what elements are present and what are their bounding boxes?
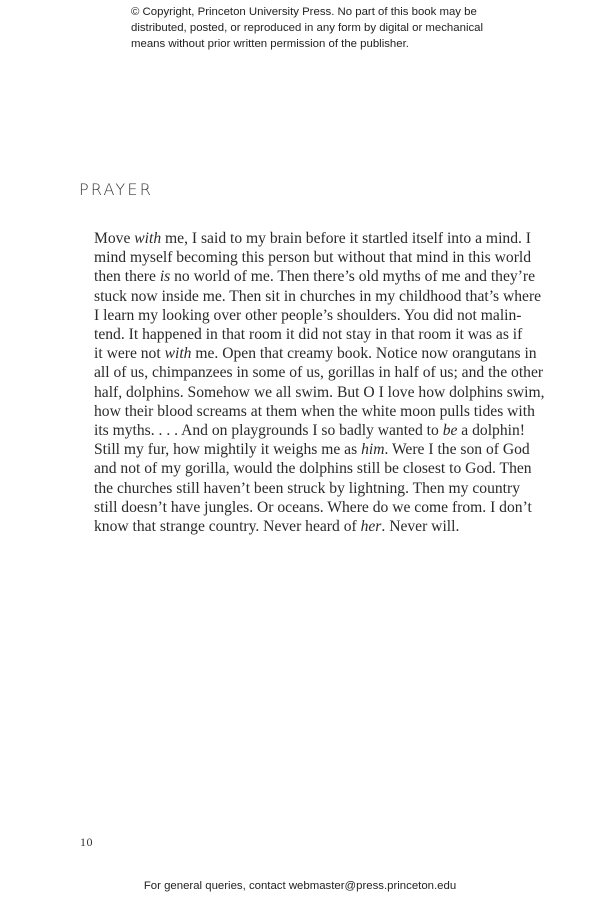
text: and not of my gorilla, would the dolphins still be closest to God. Then [94, 460, 532, 478]
text: tend. It happened in that room it did not stay in that room it was as if [94, 326, 523, 344]
poem-line [94, 421, 525, 440]
poem-body [94, 229, 545, 536]
text: stuck now inside me. Then sit in churches in my childhood that’s where [94, 287, 542, 305]
copyright-line: distributed, posted, or reproduced in any form by digital or mechanical [131, 22, 484, 34]
copyright-line: © Copyright, Princeton University Press. No part of this book may be [131, 6, 477, 18]
italic-text: with [134, 230, 162, 247]
text: its myths. . . . And on playgrounds I so badly wanted to [94, 422, 443, 440]
poem-line [94, 517, 504, 536]
text: it were not [94, 345, 165, 363]
italic-text: is [159, 268, 171, 286]
poem-line [94, 287, 542, 306]
italic-text: be [442, 422, 458, 440]
text: . Never will. [381, 518, 460, 536]
italic-text: with [164, 345, 192, 363]
poem-line [94, 459, 532, 478]
poem-line [94, 402, 535, 421]
poem-line [94, 363, 544, 382]
page-number: 10 [80, 835, 93, 849]
text: still doesn’t have jungles. Or oceans. Where do we come from. I don’t [94, 498, 532, 516]
text: Still my fur, how mightily it weighs me as [94, 441, 362, 459]
text: half, dolphins. Somehow we all swim. But O I love how dolphins swim, [94, 383, 545, 401]
text: I learn my looking over other people’s shoulders. You did not malin- [94, 306, 522, 324]
text: then there [94, 268, 160, 286]
poem-line [94, 267, 535, 286]
poem-line [94, 479, 520, 498]
text: a dolphin! [457, 422, 525, 440]
copyright-notice [131, 4, 491, 52]
poem-line [94, 229, 531, 248]
poem-line [94, 498, 532, 517]
text: mind myself becoming this person but without that mind in this world [94, 249, 532, 267]
text: me. Open that creamy book. Notice now orangutans in [191, 345, 537, 363]
poem-line [94, 383, 545, 402]
italic-text: him [361, 441, 385, 459]
text: no world of me. Then there’s old myths of me and they’re [170, 268, 535, 286]
poem-line [94, 325, 523, 344]
italic-text: her [360, 518, 382, 536]
poem-line [94, 344, 537, 363]
poem-line [94, 248, 532, 267]
poem-line [94, 306, 522, 325]
text: know that strange country. Never heard of [94, 518, 361, 536]
text: me, I said to my brain before it startled itself into a mind. I [161, 230, 531, 247]
text: all of us, chimpanzees in some of us, gorillas in half of us; and the other [94, 364, 544, 382]
copyright-line: means without prior written permission of the publisher. [131, 38, 409, 50]
text: Move [94, 230, 135, 247]
poem-line [94, 440, 530, 459]
text: . Were I the son of God [384, 441, 530, 459]
footer-contact: For general queries, contact webmaster@press.princeton.edu [143, 880, 457, 892]
text: how their blood screams at them when the white moon pulls tides with [94, 402, 535, 420]
poem-title: PRAYER [79, 180, 154, 199]
text: the churches still haven’t been struck by lightning. Then my country [94, 479, 520, 497]
